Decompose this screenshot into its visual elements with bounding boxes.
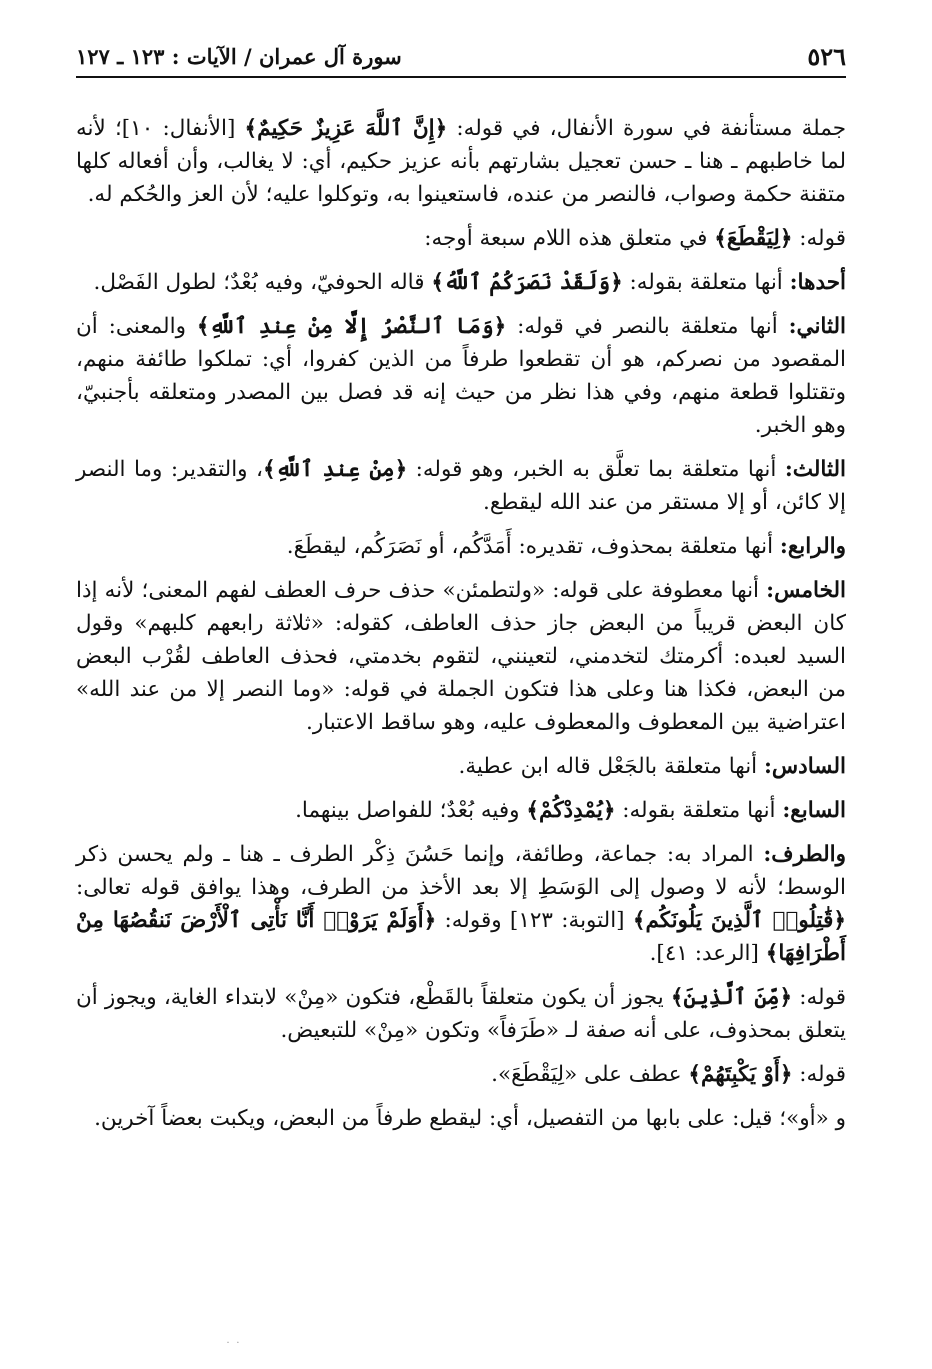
text-run: قوله: — [792, 226, 846, 251]
quran-quote: ﴿مِّنَ ٱلَّذِينَ﴾ — [670, 985, 793, 1010]
text-run: أنها متعلقة بالجَعْل قاله ابن عطية. — [458, 754, 764, 779]
text-run: أنها متعلقة بمحذوف، تقديره: أَمَدَّكُم، أو نَصَرَكُم، ليقطَعَ. — [286, 534, 780, 559]
section-label: الثاني: — [788, 314, 846, 339]
text-run: قوله: — [792, 1062, 846, 1087]
text-run: [التوبة: ١٢٣] وقوله: — [436, 908, 633, 933]
text-run: جملة مستأنفة في سورة الأنفال، في قوله: — [447, 116, 846, 141]
text-run: أنها متعلقة بقوله: — [622, 270, 790, 295]
text-run: المراد به: جماعة، وطائفة، وإنما حَسُنَ ذِكْر الطرف ـ هنا ـ ولم يحسن ذكر الوسط؛ لأنه لا وصول إلى الوَسَطِ إلا بعد الأخذ من الطرف، وهذا يوافق قوله تعالى: — [76, 842, 846, 900]
page-header — [76, 40, 846, 78]
section-label: السابع: — [782, 798, 846, 823]
quran-quote: ﴿أَوَلَمْ يَرَوْا۟ أَنَّا نَأْتِى ٱلْأَرْضَ نَنقُصُهَا مِنْ أَطْرَافِهَا﴾ — [76, 908, 846, 966]
paragraph — [76, 453, 846, 519]
quran-quote: ﴿وَلَقَدْ نَصَرَكُمُ ٱللَّهُ﴾ — [431, 270, 623, 295]
paragraph — [76, 222, 846, 255]
paragraph — [76, 794, 846, 827]
section-label: والرابع: — [779, 534, 846, 559]
paragraph — [76, 981, 846, 1047]
quran-quote: ﴿وَمَا ٱلنَّصْرُ إِلَّا مِنْ عِندِ ٱللَّهِ﴾ — [196, 314, 507, 339]
text-run: و «أو»؛ قيل: على بابها من التفصيل، أي: ليقطع طرفاً من البعض، ويكبت بعضاً آخرين. — [94, 1106, 846, 1131]
section-label: الخامس: — [766, 578, 846, 603]
text-run: ، والتقدير: وما النصر إلا كائن، أو إلا مستقر من عند الله ليقطع. — [76, 457, 846, 515]
page-body — [76, 112, 846, 1327]
paragraph — [76, 574, 846, 739]
paragraph — [76, 1058, 846, 1091]
text-run: [الأنفال: ١٠]؛ لأنه لما خاطبهم ـ هنا ـ حسن تعجيل بشارتهم بأنه عزيز حكيم، أي: لا يغالب، وأن أفعاله كلها متقنة حكمة وصواب، فالنصر من عنده، فاستعينوا به، وتوكلوا عليه؛ لأن العز والحُكم له. — [76, 116, 846, 207]
running-title: سورة آل عمران / الآيات : ١٢٣ ـ ١٢٧ — [76, 44, 402, 69]
section-label: السادس: — [763, 754, 846, 779]
quran-quote: ﴿إِنَّ ٱللَّهَ عَزِيزٌ حَكِيمٌ﴾ — [244, 116, 448, 141]
text-run: في متعلق هذه اللام سبعة أوجه: — [424, 226, 715, 251]
section-label: الثالث: — [784, 457, 846, 482]
paragraph — [76, 530, 846, 563]
paragraph — [76, 310, 846, 442]
text-run: أنها معطوفة على قوله: «ولتطمئن» حذف حرف العطف لفهم المعنى؛ لأنه إذا كان البعض قريباً من البعض جاز حذف العاطف، كقوله: «ثلاثة رابعهم كلبهم» وقول السيد لعبده: أكرمتك لتخدمني، لتعينني، لتقوم بخدمتي، فحذف العاطف لقُرْب البعض من البعض، فكذا هنا وعلى هذا فتكون الجملة في قوله: «وما النصر إلا من عند الله» اعتراضية بين المعطوف والمعطوف عليه، وهو ساقط الاعتبار. — [76, 578, 846, 735]
paragraph — [76, 838, 846, 970]
paragraph — [76, 1102, 846, 1135]
quran-quote: ﴿أَوْ يَكْبِتَهُمْ﴾ — [688, 1062, 793, 1087]
quran-quote: ﴿لِيَقْطَعَ﴾ — [714, 226, 793, 251]
section-label: أحدها: — [789, 270, 846, 295]
page-number: ٥٢٦ — [807, 42, 846, 71]
paragraph — [76, 112, 846, 211]
text-run: أنها متعلقة بما تعلَّق به الخبر، وهو قوله: — [407, 457, 785, 482]
text-run: قوله: — [792, 985, 846, 1010]
text-run: [الرعد: ٤١]. — [649, 941, 766, 966]
scan-mark: ˙ ˙ — [225, 1340, 241, 1354]
paragraph — [76, 266, 846, 299]
text-run: أنها متعلقة بالنصر في قوله: — [506, 314, 789, 339]
text-run: عطف على «لِيَقْطَعَ». — [491, 1062, 689, 1087]
text-run: قاله الحوفيّ، وفيه بُعْدٌ؛ لطول الفَصْل. — [93, 270, 432, 295]
paragraph — [76, 750, 846, 783]
quran-quote: ﴿قَٰتِلُوا۟ ٱلَّذِينَ يَلُونَكُم﴾ — [632, 908, 846, 933]
section-label: والطرف: — [763, 842, 846, 867]
text-run: يجوز أن يكون متعلقاً بالقَطْع، فتكون «مِنْ» لابتداء الغاية، ويجوز أن يتعلق بمحذوف، على أنه صفة لـ «طَرَفاً» وتكون «مِنْ» للتبعيض. — [76, 985, 846, 1043]
text-run: أنها متعلقة بقوله: — [615, 798, 783, 823]
text-run: والمعنى: أن المقصود من نصركم، هو أن تقطعوا طرفاً من الذين كفروا، أي: تملكوا طائفة منهم، وتقتلوا قطعة منهم، وفي هذا نظر من حيث إنه قد فصل بين المصدر ومتعلقه بأجنبيّ، وهو الخبر. — [76, 314, 846, 438]
text-run: وفيه بُعْدٌ؛ للفواصل بينهما. — [295, 798, 527, 823]
quran-quote: ﴿مِنْ عِندِ ٱللَّهِ﴾ — [262, 457, 408, 482]
quran-quote: ﴿يُمْدِدْكُمْ﴾ — [526, 798, 616, 823]
